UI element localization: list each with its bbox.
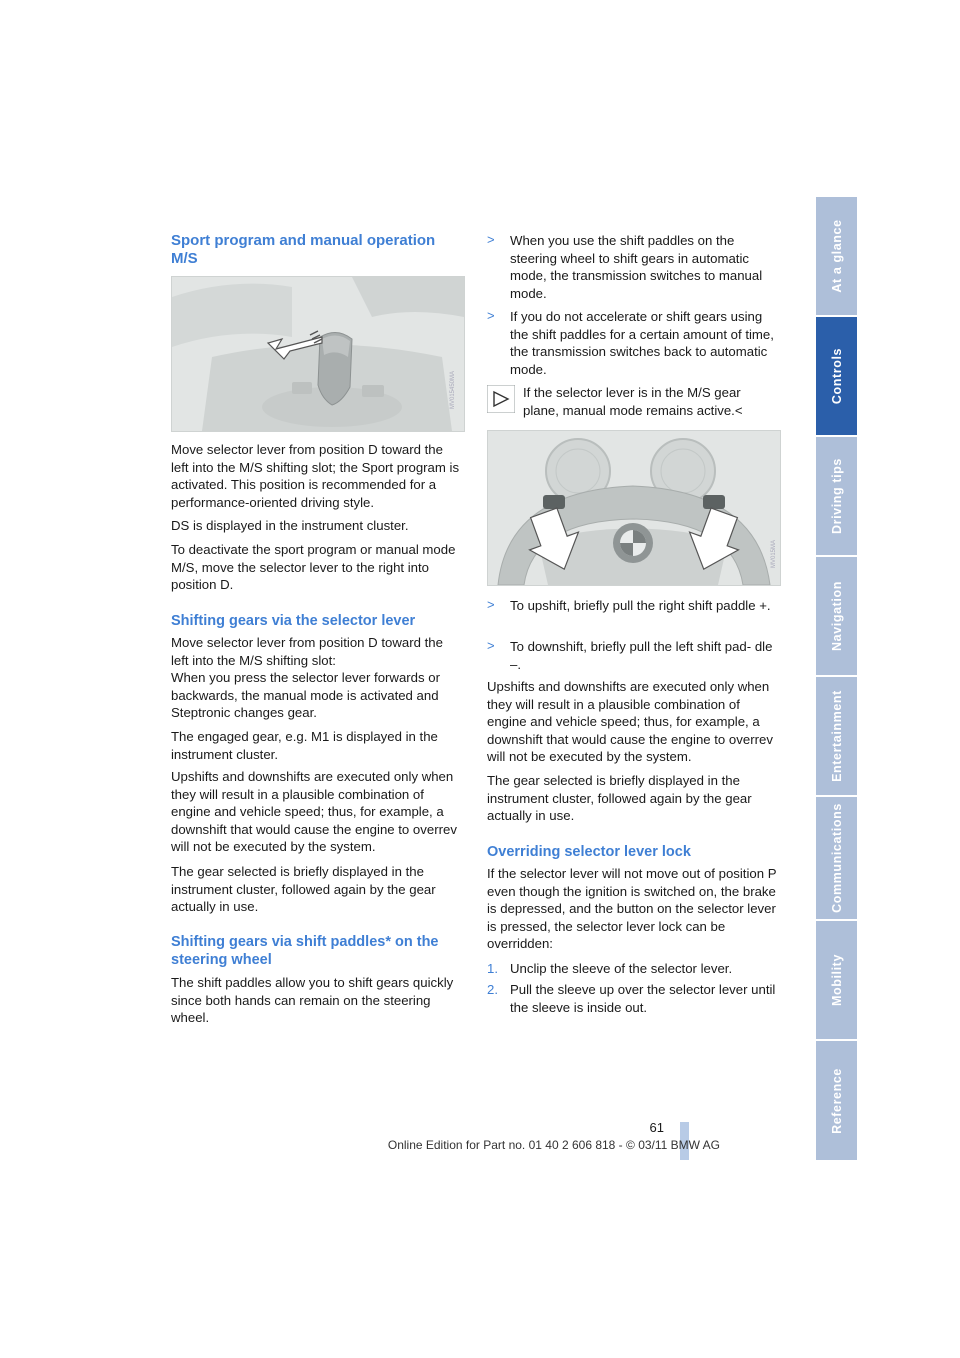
edition-footer: Online Edition for Part no. 01 40 2 606 818 - © 03/11 BMW AG xyxy=(387,1138,720,1152)
tab-navigation[interactable]: Navigation xyxy=(816,557,857,677)
para-gear-selected-right: The gear selected is briefly displayed in the instrument cluster, followed again by the gear actually in use. xyxy=(487,773,752,823)
figure-code: MV015450MA xyxy=(450,370,457,410)
tab-entertainment[interactable]: Entertainment xyxy=(816,677,857,797)
list-item: > To downshift, briefly pull the left shift pad- dle –. xyxy=(487,638,773,672)
note-triangle-icon xyxy=(487,385,515,413)
para-gear-selected-left: The gear selected is briefly displayed in the instrument cluster, followed again by the gear actually in use. xyxy=(171,864,436,914)
figure-selector-lever xyxy=(171,276,465,432)
steering-wheel-illustration xyxy=(488,431,780,585)
note-block xyxy=(523,384,779,419)
heading-override-lock: Overriding selector lever lock xyxy=(487,844,691,860)
para-move-selector: Move selector lever from position D toward the left into the M/S shifting slot; the Sport program is activated. This position is recommended for a performance-oriented driving style. xyxy=(171,442,460,510)
heading-sport-program: Sport program and manual operation M/S xyxy=(171,232,436,267)
para-override-intro: If the selector lever will not move out of position P even though the ignition is switched on, the brake is depressed, and the button on the selector lever is pressed, the selector lever lock can be overridden: xyxy=(487,866,777,951)
para-engaged-gear: The engaged gear, e.g. M1 is displayed in the instrument cluster. xyxy=(171,729,438,762)
tab-controls[interactable]: Controls xyxy=(816,317,857,437)
tab-communications[interactable]: Communications xyxy=(816,797,857,921)
para-move-into-slot: Move selector lever from position D toward the left into the M/S shifting slot: xyxy=(171,635,443,668)
page-number: 61 xyxy=(649,1120,664,1135)
heading-shifting-selector: Shifting gears via the selector lever xyxy=(171,613,416,629)
figure-steering-wheel xyxy=(487,430,781,586)
chapter-sidebar xyxy=(816,197,857,1160)
figure-code: MV015MA xyxy=(771,539,778,569)
list-item: > If you do not accelerate or shift gears using the shift paddles for a certain amount of time, the transmission switches back to automatic mode. xyxy=(487,308,774,377)
heading-shift-paddles: Shifting gears via shift paddles* on the steering wheel xyxy=(171,934,439,968)
selector-lever-illustration xyxy=(172,277,464,431)
step-item: 2. Pull the sleeve up over the selector lever until the sleeve is inside out. xyxy=(487,982,776,1015)
tab-mobility[interactable]: Mobility xyxy=(816,921,857,1041)
para-shift-paddles: The shift paddles allow you to shift gears quickly since both hands can remain on the steering wheel. xyxy=(171,975,454,1025)
step-item: 1. Unclip the sleeve of the selector lever. xyxy=(487,961,733,976)
para-ds-displayed: DS is displayed in the instrument cluster. xyxy=(171,518,409,533)
list-item: > When you use the shift paddles on the steering wheel to shift gears in automatic mode, the transmission switches to manual mode. xyxy=(487,232,763,301)
note-text: If the selector lever is in the M/S gear plane, manual mode remains active. xyxy=(523,385,741,418)
para-upshifts-left: Upshifts and downshifts are executed only when they will result in a plausible combination of engine and vehicle speed; thus, for example, a downshift that would cause the engine to overrev will not be executed by the system. xyxy=(171,769,457,854)
para-press-lever: When you press the selector lever forwards or backwards, the manual mode is activated and Steptronic changes gear. xyxy=(171,670,440,720)
tab-driving-tips[interactable]: Driving tips xyxy=(816,437,857,557)
para-deactivate: To deactivate the sport program or manual mode M/S, move the selector lever to the right into position D. xyxy=(171,542,456,592)
tab-at-a-glance[interactable]: At a glance xyxy=(816,197,857,317)
note-end-marker: < xyxy=(734,402,743,418)
para-upshifts-right: Upshifts and downshifts are executed only when they will result in a plausible combination of engine and vehicle speed; thus, for example, a downshift that would cause the engine to overrev will not be executed by the system. xyxy=(487,679,773,764)
tab-reference[interactable]: Reference xyxy=(816,1041,857,1160)
list-item: > To upshift, briefly pull the right shift paddle +. xyxy=(487,597,771,613)
